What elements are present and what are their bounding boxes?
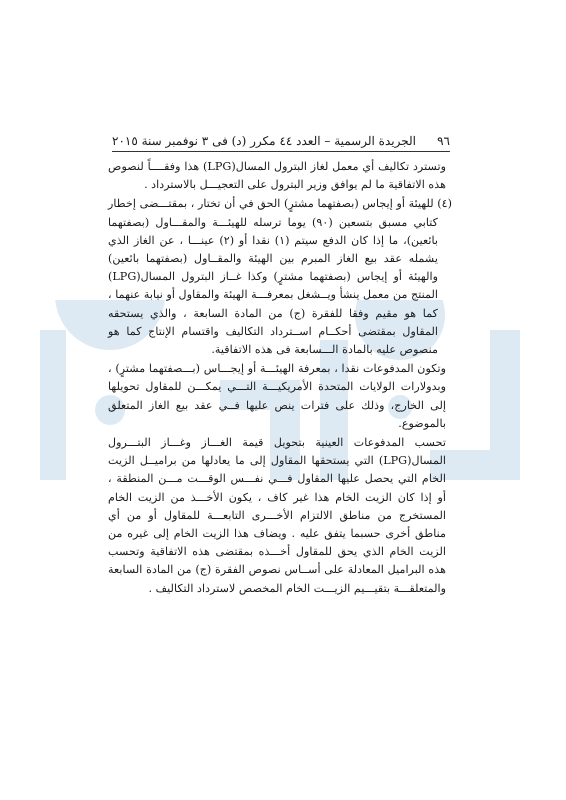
running-title: الجريدة الرسمية – العدد ٤٤ مكرر (د) فى ٣ نوفمبر سنة ٢٠١٥ <box>112 134 416 148</box>
page-number: ٩٦ <box>437 134 450 148</box>
paragraph-clause-4: (٤) للهيئة أو إيجاس (بصفتهما مشترٍ) الحق في أن تختار ، بمقتـــضى إخطار كتابي مسبق بتسعين (٩٠) يوما ترسله للهيئـــة والمقـــاول (بصفتهما بائعين)، ما إذا كان الدفع سيتم (١) نقدا أو (٢) عينـــا ، عن الغاز الذي يشمله عقد بيع الغاز المبرم بين الهيئة والمقــاول (بصفتهما بائعين) والهيئة أو إيجاس (بصفتهما مشترٍ) وكذا غــاز البترول المسال(LPG) المنتج من معمل ينشأ ويــشغل بمعرفـــة الهيئة والمقاول أو نيابة عنهما ، كما هو مقيم وفقا للفقرة (ج) من المادة السابعة ، والذي يستحقه المقاول بمقتضى أحكــام اســترداد التكاليف واقتسام الإنتاج كما هو منصوص عليه بالمادة الـــسابعة فى هذه الاتفاقية. <box>108 197 452 357</box>
paragraph-1: وتسترد تكاليف أي معمل لغاز البترول المسال(LPG) هذا وفقــــاً لنصوص هذه الاتفاقية ما لم يوافق وزير البترول على التعجيـــل بالاسترداد . <box>108 160 446 192</box>
header-divider <box>112 151 450 152</box>
paragraph-4: تحسب المدفوعات العينية بتحويل قيمة الغـــاز وغـــاز البتـــرول المسال(LPG) التي يستحقها المقاول إلى ما يعادلها من براميــل الزيت الخام التي يحصل عليها المقاول فـــي نفـــس الوقـــت مـــن المنطقة ، أو إذا كان الزيت الخام هذا غير كاف ، يكون الأخـــذ من الزيت الخام المستخرج من مناطق الالتزام الأخـــرى التابعـــة للمقاول أو من أي مناطق أخرى حسبما يتفق عليه . ويضاف هذا الزيت الخام إلى غيره من الزيت الخام الذي يحق للمقاول أخـــذه بمقتضى هذه الاتفاقية وتحسب هذه البراميل المعادلة على أســاس نصوص الفقرة (ج) من المادة السابعة والمتعلقـــة بتقيـــيم الزيـــت الخام المخصص لاسترداد التكاليف . <box>108 436 446 595</box>
page-header <box>112 128 450 148</box>
paragraph-3: وتكون المدفوعات نقدا ، بمعرفة الهيئـــة أو إيجـــاس (بـــصفتهما مشترٍ) ، وبدولارات الولايات المتحدة الأمريكيـــة التـــي يمكـــن للمقاول تحويلها إلى الخارج، وذلك على فترات ينص عليها فــي عقد بيع الغاز المتعلق بالموضوع. <box>108 362 446 430</box>
page-body <box>108 158 452 599</box>
